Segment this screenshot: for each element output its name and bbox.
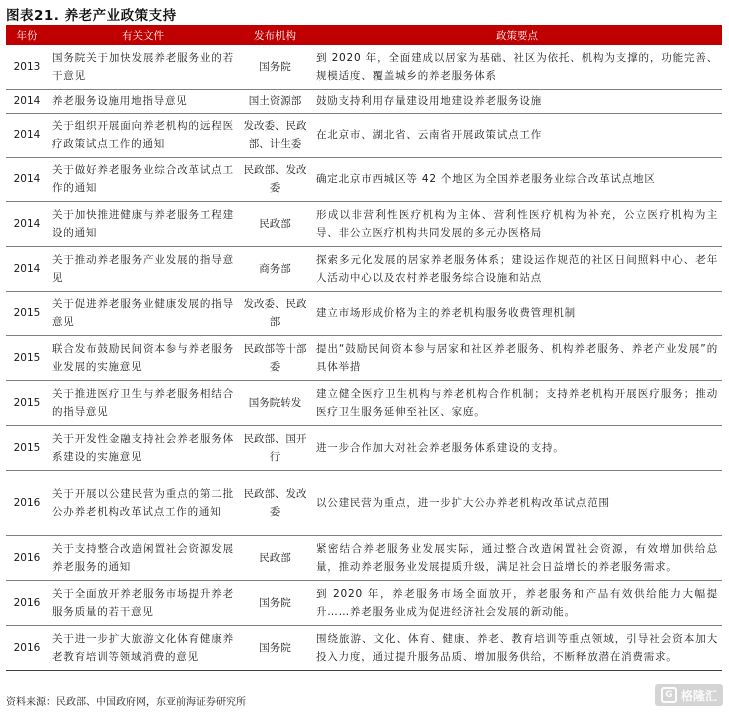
table-row [6,335,722,380]
cell-agency: 民政部 [238,535,312,580]
table-row [6,291,722,335]
cell-doc: 关于组织开展面向养老机构的远程医疗政策试点工作的通知 [48,113,238,157]
cell-points: 以公建民营为重点，进一步扩大公办养老机构改革试点范围 [312,470,722,535]
table-row [6,89,722,113]
cell-year: 2014 [6,201,48,246]
cell-doc: 关于全面放开养老服务市场提升养老服务质量的若干意见 [48,580,238,625]
table-row [6,45,722,89]
table-row [6,425,722,470]
cell-points: 建立健全医疗卫生机构与养老机构合作机制；支持养老机构开展医疗服务；推动医疗卫生服务延伸至社区、家庭。 [312,380,722,425]
cell-doc: 关于支持整合改造闲置社会资源发展养老服务的通知 [48,535,238,580]
cell-doc: 关于进一步扩大旅游文化体育健康养老教育培训等领域消费的意见 [48,625,238,670]
table-row [6,580,722,625]
header-points: 政策要点 [312,25,722,45]
table-row [6,201,722,246]
cell-points: 形成以非营利性医疗机构为主体、营利性医疗机构为补充，公立医疗机构为主导、非公立医疗机构共同发展的多元办医格局 [312,201,722,246]
table-row [6,157,722,201]
cell-agency: 国务院转发 [238,380,312,425]
source-note: 资料来源：民政部、中国政府网，东亚前海证券研究所 [6,697,246,708]
cell-doc: 关于加快推进健康与养老服务工程建设的通知 [48,201,238,246]
cell-year: 2015 [6,425,48,470]
header-doc: 有关文件 [48,25,238,45]
cell-points: 建立市场形成价格为主的养老机构服务收费管理机制 [312,291,722,335]
cell-points: 鼓励支持利用存量建设用地建设养老服务设施 [312,89,722,113]
table-row [6,535,722,580]
cell-year: 2016 [6,535,48,580]
cell-year: 2014 [6,246,48,291]
cell-year: 2014 [6,89,48,113]
cell-year: 2016 [6,580,48,625]
cell-agency: 国务院 [238,580,312,625]
cell-year: 2016 [6,625,48,670]
cell-year: 2016 [6,470,48,535]
cell-agency: 国务院 [238,45,312,89]
cell-doc: 关于促进养老服务业健康发展的指导意见 [48,291,238,335]
cell-year: 2015 [6,291,48,335]
cell-doc: 关于开发性金融支持社会养老服务体系建设的实施意见 [48,425,238,470]
header-agency: 发布机构 [238,25,312,45]
policy-table [6,25,722,671]
cell-agency: 商务部 [238,246,312,291]
cell-doc: 联合发布鼓励民间资本参与养老服务业发展的实施意见 [48,335,238,380]
cell-points: 围绕旅游、文化、体育、健康、养老、教育培训等重点领域，引导社会资本加大投入力度，通过提升服务品质、增加服务供给，不断释放潜在消费需求。 [312,625,722,670]
watermark-text: 格隆汇 [680,688,717,703]
cell-agency: 国务院 [238,625,312,670]
cell-agency: 发改委、民政部、计生委 [238,113,312,157]
cell-agency: 民政部、发改委 [238,470,312,535]
cell-agency: 民政部、国开行 [238,425,312,470]
cell-doc: 关于开展以公建民营为重点的第二批公办养老机构改革试点工作的通知 [48,470,238,535]
cell-agency: 民政部等十部委 [238,335,312,380]
table-row [6,625,722,670]
cell-year: 2015 [6,335,48,380]
cell-year: 2015 [6,380,48,425]
cell-points: 进一步合作加大对社会养老服务体系建设的支持。 [312,425,722,470]
cell-year: 2014 [6,157,48,201]
cell-year: 2014 [6,113,48,157]
header-year: 年份 [6,25,48,45]
table-row [6,380,722,425]
cell-doc: 国务院关于加快发展养老服务业的若干意见 [48,45,238,89]
cell-points: 到 2020 年，养老服务市场全面放开，养老服务和产品有效供给能力大幅提升……养老服务业成为促进经济社会发展的新动能。 [312,580,722,625]
cell-agency: 发改委、民政部 [238,291,312,335]
cell-agency: 民政部 [238,201,312,246]
cell-year: 2013 [6,45,48,89]
cell-doc: 关于推进医疗卫生与养老服务相结合的指导意见 [48,380,238,425]
watermark-logo-icon: G [661,687,677,703]
figure-title: 图表21. 养老产业政策支持 [6,8,177,24]
cell-doc: 关于做好养老服务业综合改革试点工作的通知 [48,157,238,201]
cell-points: 确定北京市西城区等 42 个地区为全国养老服务业综合改革试点地区 [312,157,722,201]
cell-agency: 国土资源部 [238,89,312,113]
table-header-row [6,25,722,45]
cell-points: 紧密结合养老服务业发展实际，通过整合改造闲置社会资源，有效增加供给总量，推动养老服务业发展提质升级，满足社会日益增长的养老服务需求。 [312,535,722,580]
cell-doc: 关于推动养老服务产业发展的指导意见 [48,246,238,291]
table-row [6,246,722,291]
cell-points: 在北京市、湖北省、云南省开展政策试点工作 [312,113,722,157]
cell-points: 探索多元化发展的居家养老服务体系；建设运作规范的社区日间照料中心、老年人活动中心以及农村养老服务综合设施和站点 [312,246,722,291]
cell-points: 到 2020 年，全面建成以居家为基础、社区为依托、机构为支撑的，功能完善、规模适度、覆盖城乡的养老服务体系 [312,45,722,89]
table-row [6,113,722,157]
table-row [6,470,722,535]
cell-doc: 养老服务设施用地指导意见 [48,89,238,113]
watermark [655,684,723,706]
cell-points: 提出“鼓励民间资本参与居家和社区养老服务、机构养老服务、养老产业发展”的具体举措 [312,335,722,380]
cell-agency: 民政部、发改委 [238,157,312,201]
